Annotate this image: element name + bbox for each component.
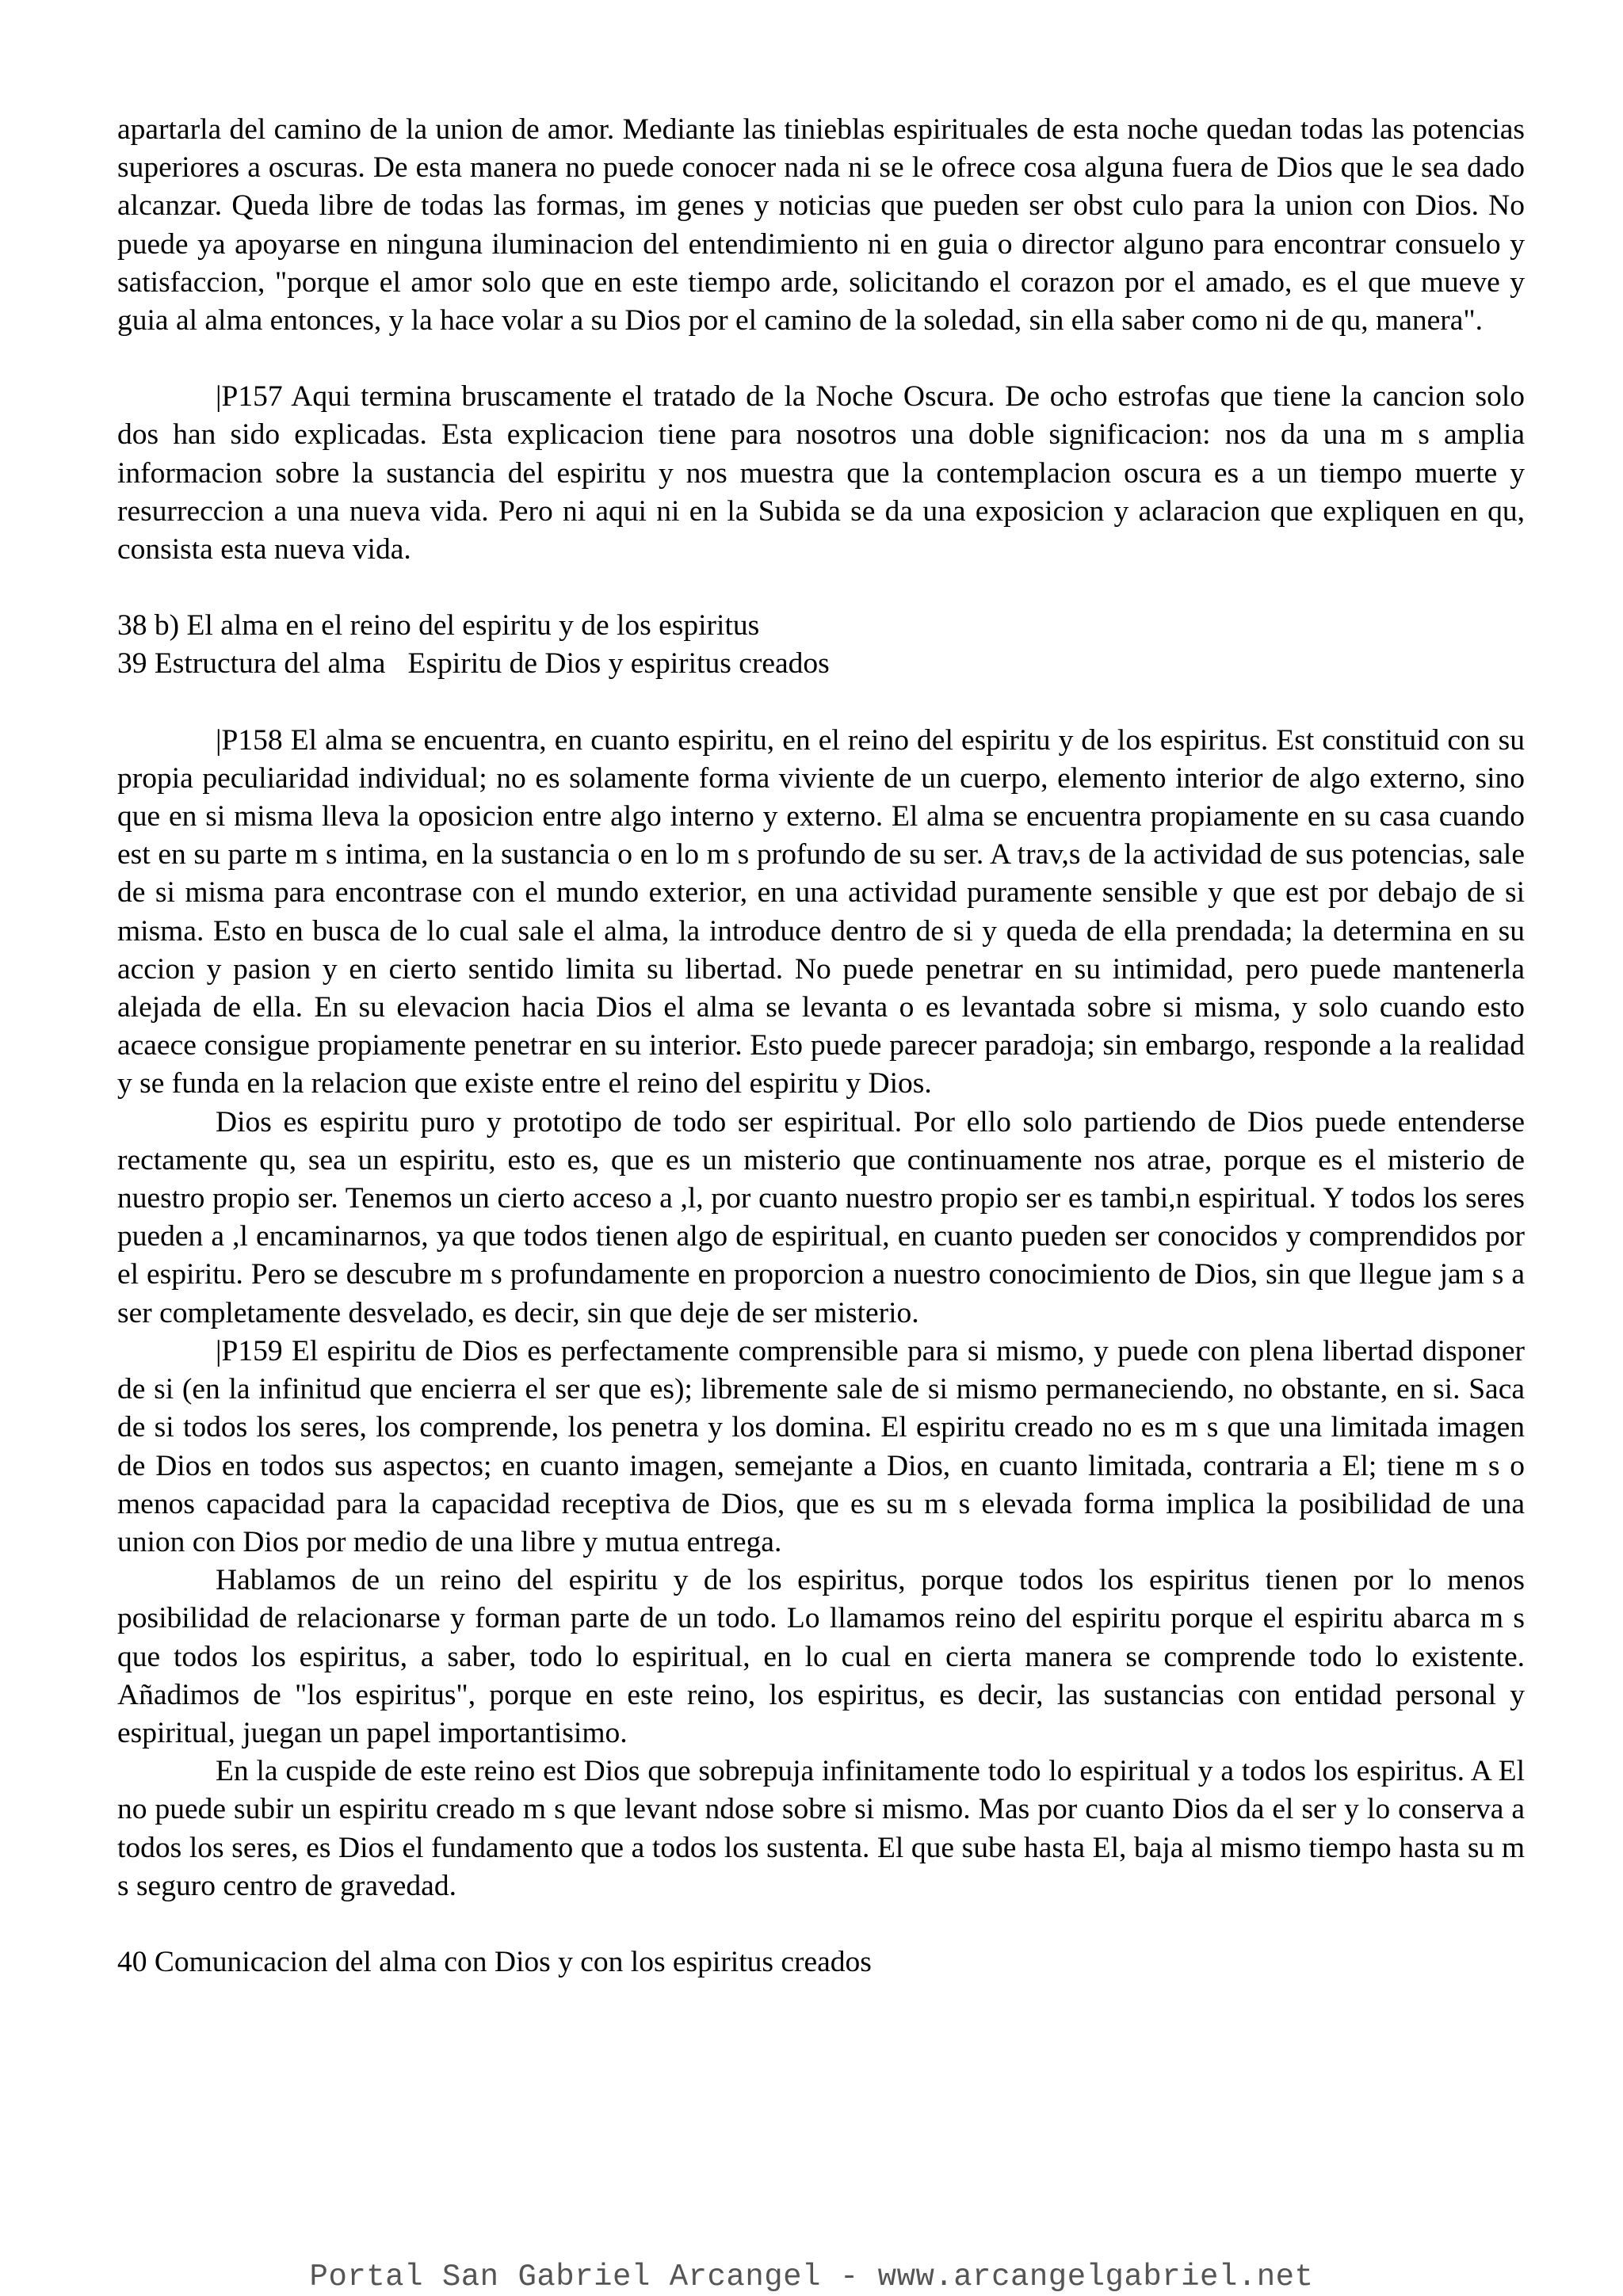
page-footer: Portal San Gabriel Arcangel - www.arcangelgabriel.net <box>309 2260 1314 2294</box>
paragraph-p158: |P158 El alma se encuentra, en cuanto espiritu, en el reino del espiritu y de los espiritus. Est constituid con su propia peculiaridad individual; no es solamente forma viviente de un cuerpo, elemento interior de algo externo, sino que en si misma lleva la oposicion entre algo interno y externo. El alma se encuentra propiamente en su casa cuando est en su parte m s intima, en la sustancia o en lo m s profundo de su ser. A trav,s de la actividad de sus potencias, sale de si misma para encontrase con el mundo exterior, en una actividad puramente sensible y que est por debajo de si misma. Esto en busca de lo cual sale el alma, la introduce dentro de si y queda de ella prendada; la determina en su accion y pasion y en cierto sentido limita su libertad. No puede penetrar en su intimidad, pero puede mantenerla alejada de ella. En su elevacion hacia Dios el alma se levanta o es levantada sobre si misma, y solo cuando esto acaece consigue propiamente penetrar en su interior. Esto puede parecer paradoja; sin embargo, responde a la realidad y se funda en la relacion que existe entre el reino del espiritu y Dios. <box>117 723 1525 1100</box>
paragraph-gap <box>117 684 1525 722</box>
paragraph-dios-es-espiritu: Dios es espiritu puro y prototipo de todo ser espiritual. Por ello solo partiendo de Dios puede entenderse rectamente qu, sea un espiritu, esto es, que es un misterio que continuamente nos atrae, porque es el misterio de nuestro propio ser. Tenemos un cierto acceso a ,l, por cuanto nuestro propio ser es tambi,n espiritual. Y todos los seres pueden a ,l encaminarnos, ya que todos tienen algo de espiritual, en cuanto pueden ser conocidos y comprendidos por el espiritu. Pero se descubre m s profundamente en proporcion a nuestro conocimiento de Dios, sin que llegue jam s a ser completamente desvelado, es decir, sin que deje de ser misterio. <box>117 1105 1525 1329</box>
paragraph-gap <box>117 1905 1525 1943</box>
section-heading-38: 38 b) El alma en el reino del espiritu y de los espiritus <box>117 609 760 643</box>
section-heading-40: 40 Comunicacion del alma con Dios y con los espiritus creados <box>117 1945 872 1978</box>
section-heading-39: 39 Estructura del alma Espiritu de Dios y espiritus creados <box>117 647 830 681</box>
paragraph-p157: |P157 Aqui termina bruscamente el tratado de la Noche Oscura. De ocho estrofas que tiene la cancion solo dos han sido explicadas. Esta explicacion tiene para nosotros una doble significacion: nos da una m s amplia informacion sobre la sustancia del espiritu y nos muestra que la contemplacion oscura es a un tiempo muerte y resurreccion a una nueva vida. Pero ni aqui ni en la Subida se da una exposicion y aclaracion que expliquen en qu, consista esta nueva vida. <box>117 380 1525 566</box>
paragraph-hablamos: Hablamos de un reino del espiritu y de los espiritus, porque todos los espiritus tienen por lo menos posibilidad de relacionarse y forman parte de un todo. Lo llamamos reino del espiritu porque el espiritu abarca m s que todos los espiritus, a saber, todo lo espiritual, en lo cual en cierta manera se comprende todo lo existente. Añadimos de "los espiritus", porque en este reino, los espiritus, es decir, las sustancias con entidad personal y espiritual, juegan un papel importantisimo. <box>117 1564 1525 1749</box>
paragraph-p159: |P159 El espiritu de Dios es perfectamente comprensible para si mismo, y puede con plena libertad disponer de si (en la infinitud que encierra el ser que es); libremente sale de si mismo permaneciendo, no obstante, en si. Saca de si todos los seres, los comprende, los penetra y los domina. El espiritu creado no es m s que una limitada imagen de Dios en todos sus aspectos; en cuanto imagen, semejante a Dios, en cuanto limitada, contraria a El; tiene m s o menos capacidad para la capacidad receptiva de Dios, que es su m s elevada forma implica la posibilidad de una union con Dios por medio de una libre y mutua entrega. <box>117 1334 1525 1558</box>
paragraph-gap <box>117 340 1525 378</box>
paragraph-gap <box>117 569 1525 607</box>
paragraph-apartarla: apartarla del camino de la union de amor. Mediante las tinieblas espirituales de esta noche quedan todas las potencias superiores a oscuras. De esta manera no puede conocer nada ni se le ofrece cosa alguna fuera de Dios que le sea dado alcanzar. Queda libre de todas las formas, im genes y noticias que pueden ser obst culo para la union con Dios. No puede ya apoyarse en ninguna iluminacion del entendimiento ni en guia o director alguno para encontrar consuelo y satisfaccion, "porque el amor solo que en este tiempo arde, solicitando el corazon por el amado, es el que mueve y guia al alma entonces, y la hace volar a su Dios por el camino de la soledad, sin ella saber como ni de qu, manera". <box>117 113 1525 338</box>
paragraph-cuspide: En la cuspide de este reino est Dios que sobrepuja infinitamente todo lo espiritual y a todos los espiritus. A El no puede subir un espiritu creado m s que levant ndose sobre si mismo. Mas por cuanto Dios da el ser y lo conserva a todos los seres, es Dios el fundamento que a todos los sustenta. El que sube hasta El, baja al mismo tiempo hasta su m s seguro centro de gravedad. <box>117 1755 1525 1902</box>
document-page <box>117 111 1525 1981</box>
